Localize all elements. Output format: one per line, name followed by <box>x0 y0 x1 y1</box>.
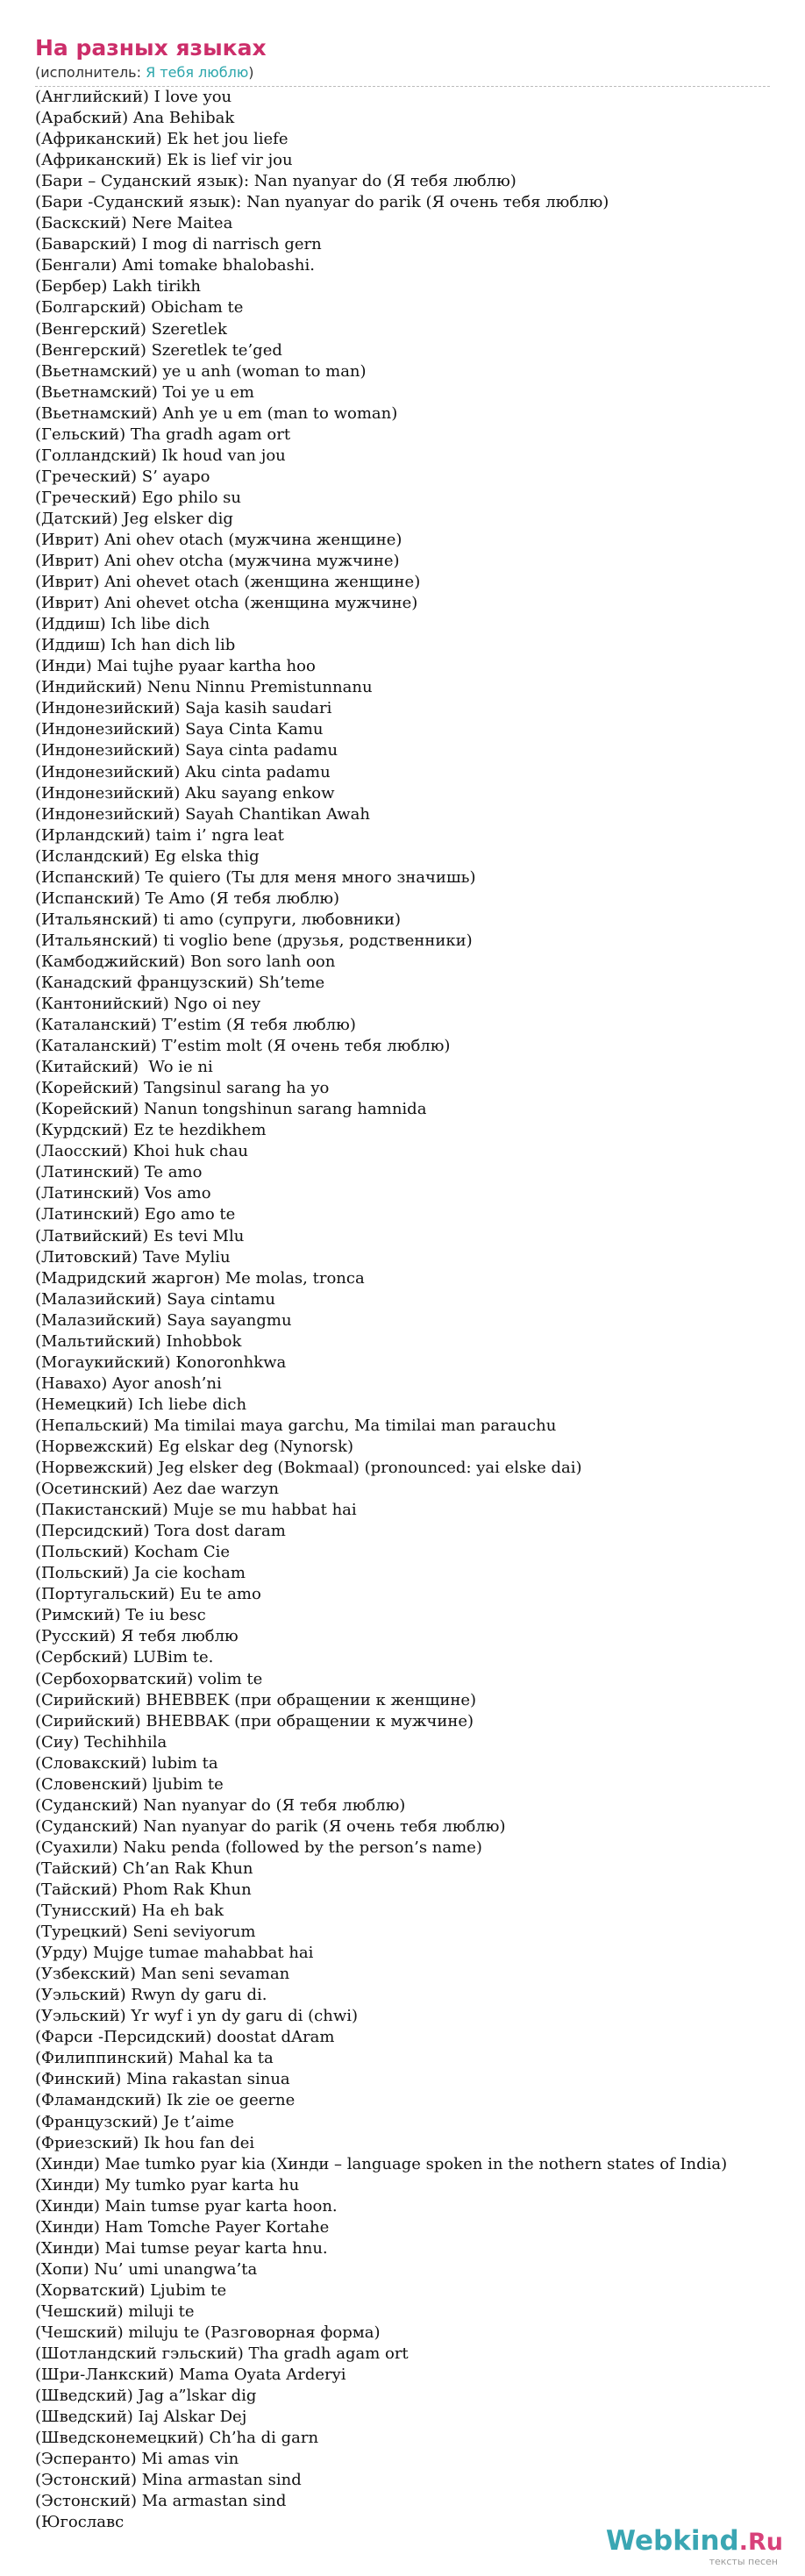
lyric-line: (Датский) Jeg elsker dig <box>35 509 233 528</box>
lyric-line: (Хинди) Mae tumko pyar kia (Хинди – language spoken in the nothern states of India) <box>35 2154 728 2173</box>
lyric-line: (Испанский) Te quiero (Ты для меня много значишь) <box>35 867 476 887</box>
lyric-line: (Венгерский) Szeretlek <box>35 319 227 339</box>
performer-link[interactable]: Я тебя люблю <box>146 64 249 81</box>
lyric-line: (Уэльский) Rwyn dy garu di. <box>35 1986 267 2005</box>
lyric-line: (Фарси -Персидский) doostat dAram <box>35 2028 335 2047</box>
lyric-line: (Бари -Суданский язык): Nan nyanyar do parik (Я очень тебя люблю) <box>35 193 609 212</box>
lyric-line: (Венгерский) Szeretlek te’ged <box>35 340 282 360</box>
lyric-line: (Хинди) Main tumse pyar karta hoon. <box>35 2196 338 2216</box>
lyric-line: (Узбекский) Man seni sevaman <box>35 1965 290 1984</box>
lyric-line: (Кантонийский) Ngo oi ney <box>35 995 261 1014</box>
lyric-line: (Шведский) Iaj Alskar Dej <box>35 2408 247 2427</box>
lyric-line: (Бари – Суданский язык): Nan nyanyar do (Я тебя люблю) <box>35 172 516 191</box>
lyric-line: (Иддиш) Ich han dich lib <box>35 636 236 655</box>
lyric-line: (Филиппинский) Mahal ka ta <box>35 2049 274 2068</box>
lyric-line: (Английский) I love you <box>35 88 232 106</box>
lyric-line: (Вьетнамский) Toi ye u em <box>35 382 254 402</box>
lyric-line: (Корейский) Nanun tongshinun sarang hamnida <box>35 1100 427 1119</box>
lyric-line: (Хинди) My tumko pyar karta hu <box>35 2175 300 2194</box>
lyric-line: (Эсперанто) Mi amas vin <box>35 2450 239 2469</box>
lyric-line: (Немецкий) Ich liebe dich <box>35 1395 247 1414</box>
lyric-line: (Иврит) Ani ohevet otach (женщина женщине) <box>35 573 421 592</box>
page-title: На разных языках <box>35 35 267 61</box>
lyric-line: (Навахо) Ayor anosh’ni <box>35 1374 222 1393</box>
lyric-line: (Вьетнамский) ye u anh (woman to man) <box>35 361 367 381</box>
lyric-line: (Камбоджийский) Bon soro lanh oon <box>35 952 336 971</box>
lyric-line: (Эстонский) Mina armastan sind <box>35 2471 302 2490</box>
lyric-line: (Индонезийский) Saya cinta padamu <box>35 741 338 760</box>
lyric-line: (Корейский) Tangsinul sarang ha yo <box>35 1079 330 1098</box>
lyric-line: (Тайский) Phom Rak Khun <box>35 1880 252 1899</box>
lyric-line: (Шотландский гэльский) Tha gradh agam ort <box>35 2344 409 2364</box>
lyric-line: (Ирландский) taim i’ ngra leat <box>35 825 284 845</box>
lyric-line: (Африканский) Ek is lief vir jou <box>35 151 293 170</box>
logo-main-text: Webkind <box>605 2525 739 2557</box>
lyric-line: (Вьетнамский) Anh ye u em (man to woman) <box>35 403 398 423</box>
lyric-line: (Сербский) LUBim te. <box>35 1648 214 1667</box>
lyric-line: (Норвежский) Jeg elsker deg (Bokmaal) (pronounced: yai elske dai) <box>35 1459 582 1478</box>
lyric-line: (Мальтийский) Inhobbok <box>35 1331 242 1351</box>
lyric-line: (Китайский) Wo ie ni <box>35 1058 213 1077</box>
lyric-line: (Урду) Mujge tumae mahabbat hai <box>35 1944 314 1963</box>
lyric-line: (Индонезийский) Saja kasih saudari <box>35 699 332 718</box>
lyric-line: (Хорватский) Ljubim te <box>35 2280 227 2300</box>
lyric-line: (Фриезский) Ik hou fan dei <box>35 2133 255 2152</box>
lyric-line: (Хопи) Nu’ umi unangwa’ta <box>35 2259 258 2279</box>
lyric-line: (Курдский) Ez te hezdikhem <box>35 1121 267 1140</box>
performer-suffix: ) <box>248 64 254 81</box>
lyric-line: (Сиу) Techihhila <box>35 1732 167 1752</box>
lyric-line: (Иврит) Ani ohevet otcha (женщина мужчине) <box>35 594 418 613</box>
lyric-line: (Латинский) Te amo <box>35 1163 203 1182</box>
lyric-line: (Индонезийский) Aku cinta padamu <box>35 762 331 781</box>
lyric-line: (Тайский) Ch’an Rak Khun <box>35 1859 253 1878</box>
lyric-line: (Мадридский жаргон) Me molas, tronca <box>35 1268 365 1288</box>
lyric-line: (Югославс <box>35 2513 125 2532</box>
lyric-line: (Каталанский) T’estim (Я тебя люблю) <box>35 1016 356 1035</box>
lyric-line: (Латинский) Ego amo te <box>35 1205 236 1224</box>
lyric-line: (Могаукийский) Konoronhkwa <box>35 1352 287 1372</box>
lyric-line: (Греческий) S’ ayapo <box>35 467 210 486</box>
lyric-line: (Иврит) Ani ohev otcha (мужчина мужчине) <box>35 552 400 571</box>
lyric-line: (Римский) Te iu besc <box>35 1606 206 1625</box>
lyric-line: (Иврит) Ani ohev otach (мужчина женщине) <box>35 530 402 549</box>
lyric-line: (Хинди) Mai tumse peyar karta hnu. <box>35 2238 328 2258</box>
logo-tagline: тексты песен <box>709 2556 778 2567</box>
lyric-line: (Шведский) Jag a”lskar dig <box>35 2387 257 2406</box>
lyric-line: (Русский) Я тебя люблю <box>35 1627 239 1646</box>
lyric-line: (Тунисский) Ha eh bak <box>35 1902 224 1921</box>
lyric-line: (Латвийский) Es tevi Mlu <box>35 1226 245 1245</box>
lyric-line: (Эстонский) Ma armastan sind <box>35 2492 287 2511</box>
lyric-line: (Персидский) Tora dost daram <box>35 1522 286 1541</box>
header <box>35 35 770 87</box>
lyric-line: (Испанский) Te Amo (Я тебя люблю) <box>35 888 340 908</box>
lyric-line: (Болгарский) Obicham te <box>35 298 244 318</box>
lyric-line: (Шри-Ланкский) Mama Oyata Arderyi <box>35 2365 346 2385</box>
lyric-line: (Индийский) Nenu Ninnu Premistunnanu <box>35 678 373 697</box>
lyric-line: (Баскский) Nere Maitea <box>35 214 233 233</box>
lyric-line: (Каталанский) T’estim molt (Я очень тебя люблю) <box>35 1037 451 1056</box>
lyric-line: (Норвежский) Eg elskar deg (Nynorsk) <box>35 1438 354 1456</box>
lyric-line: (Чешский) miluji te <box>35 2301 195 2321</box>
lyric-line: (Португальский) Eu te amo <box>35 1585 261 1604</box>
lyric-line: (Пакистанский) Muje se mu habbat hai <box>35 1501 357 1520</box>
lyric-line: (Польский) Kocham Cie <box>35 1543 231 1562</box>
lyric-line: (Польский) Ja cie kocham <box>35 1564 246 1583</box>
lyric-line: (Итальянский) ti amo (супруги, любовники) <box>35 910 401 929</box>
lyric-line: (Хинди) Ham Tomche Payer Kortahe <box>35 2217 330 2237</box>
performer-prefix: (исполнитель: <box>35 64 146 81</box>
lyric-line: (Баварский) I mog di narrisch gern <box>35 235 322 254</box>
lyric-line: (Уэльский) Yr wyf i yn dy garu di (chwi) <box>35 2007 359 2026</box>
lyric-line: (Малазийский) Saya cintamu <box>35 1289 275 1309</box>
lyric-line: (Индонезийский) Sayah Chantikan Awah <box>35 804 370 824</box>
lyric-line: (Латинский) Vos amo <box>35 1184 211 1203</box>
lyric-line: (Гельский) Tha gradh agam ort <box>35 425 291 444</box>
lyric-line: (Малазийский) Saya sayangmu <box>35 1310 292 1330</box>
lyric-line: (Сирийский) BHEBBAK (при обращении к мужчине) <box>35 1711 474 1730</box>
lyric-line: (Турецкий) Seni seviyorum <box>35 1923 256 1942</box>
lyric-line: (Суахили) Naku penda (followed by the person’s name) <box>35 1837 482 1857</box>
performer-line <box>35 63 770 82</box>
lyric-line: (Африканский) Ek het jou liefe <box>35 130 289 149</box>
logo-wordmark[interactable] <box>606 2526 783 2558</box>
lyric-line: (Сербохорватский) volim te <box>35 1669 263 1688</box>
lyric-line: (Французский) Je t’aime <box>35 2112 235 2131</box>
lyric-line: (Бербер) Lakh tirikh <box>35 277 201 296</box>
lyric-line: (Итальянский) ti voglio bene (друзья, родственники) <box>35 931 473 950</box>
lyrics-text <box>35 87 727 2533</box>
site-logo[interactable] <box>606 2526 783 2567</box>
lyric-line: (Финский) Mina rakastan sinua <box>35 2070 290 2089</box>
lyric-line: (Индонезийский) Saya Cinta Kamu <box>35 720 324 739</box>
logo-tld: .Ru <box>738 2529 783 2556</box>
lyric-line: (Лаосский) Khoi huk chau <box>35 1142 248 1161</box>
lyric-line: (Арабский) Ana Behibak <box>35 109 235 128</box>
lyric-line: (Инди) Mai tujhe pyaar kartha hoo <box>35 657 316 676</box>
lyric-line: (Суданский) Nan nyanyar do (Я тебя люблю) <box>35 1795 406 1815</box>
lyric-line: (Словенский) ljubim te <box>35 1774 224 1794</box>
lyric-line: (Греческий) Ego philo su <box>35 488 241 507</box>
lyric-line: (Фламандский) Ik zie oe geerne <box>35 2091 296 2110</box>
lyric-line: (Голландский) Ik houd van jou <box>35 446 286 465</box>
lyric-line: (Шведсконемецкий) Ch’ha di garn <box>35 2429 319 2448</box>
lyric-line: (Литовский) Tave Myliu <box>35 1247 231 1267</box>
lyric-line: (Чешский) miluju te (Разговорная форма) <box>35 2323 381 2342</box>
lyric-line: (Бенгали) Ami tomake bhalobashi. <box>35 256 315 275</box>
lyric-line: (Словакский) lubim ta <box>35 1753 218 1773</box>
lyric-line: (Иддиш) Ich libe dich <box>35 615 210 634</box>
lyric-line: (Индонезийский) Aku sayang enkow <box>35 783 335 803</box>
lyric-line: (Сирийский) BHEBBEK (при обращении к женщине) <box>35 1690 477 1709</box>
lyric-line: (Осетинский) Aez dae warzyn <box>35 1480 280 1499</box>
lyric-line: (Исландский) Eg elska thig <box>35 846 260 866</box>
lyric-line: (Канадский французский) Sh’teme <box>35 973 325 992</box>
lyric-line: (Суданский) Nan nyanyar do parik (Я очень тебя люблю) <box>35 1816 506 1836</box>
lyric-line: (Непальский) Ma timilai maya garchu, Ma timilai man parauchu <box>35 1416 557 1435</box>
